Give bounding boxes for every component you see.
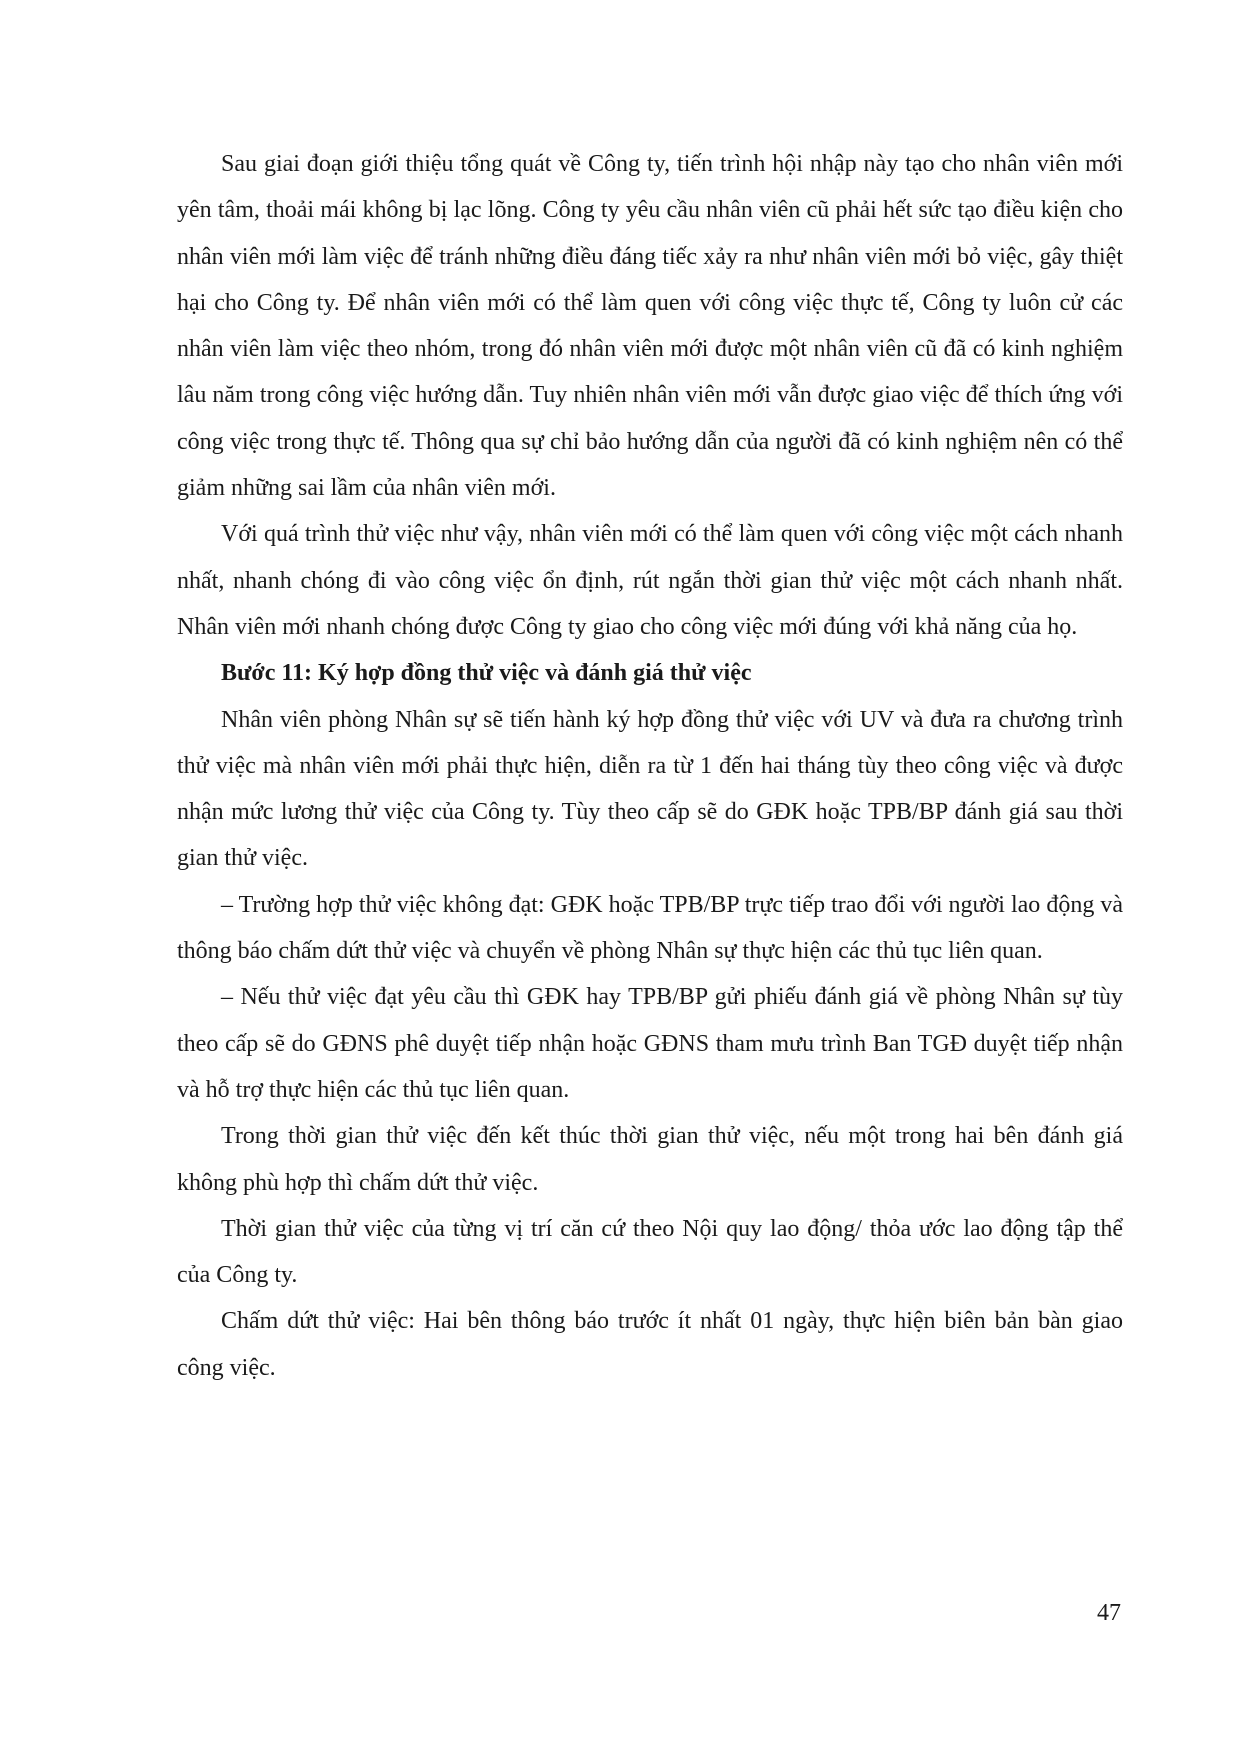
paragraph-probation-duration: Thời gian thử việc của từng vị trí căn cứ theo Nội quy lao động/ thỏa ước lao động tập thể của Công ty.	[177, 1215, 1123, 1289]
paragraph-onboarding: Sau giai đoạn giới thiệu tổng quát về Công ty, tiến trình hội nhập này tạo cho nhân viên mới yên tâm, thoải mái không bị lạc lõng. Công ty yêu cầu nhân viên cũ phải hết sức tạo điều kiện cho nhân viên mới làm việc để tránh những điều đáng tiếc xảy ra như nhân viên mới bỏ việc, gây thiệt hại cho Công ty. Để nhân viên mới có thể làm quen với công việc thực tế, Công ty luôn cử các nhân viên làm việc theo nhóm, trong đó nhân viên mới được một nhân viên cũ đã có kinh nghiệm lâu năm trong công việc hướng dẫn. Tuy nhiên nhân viên mới vẫn được giao việc để thích ứng với công việc trong thực tế. Thông qua sự chỉ bảo hướng dẫn của người đã có kinh nghiệm nên có thể giảm những sai lầm của nhân viên mới.	[177, 151, 1123, 502]
paragraph-probation-failed: – Trường hợp thử việc không đạt: GĐK hoặc TPB/BP trực tiếp trao đổi với người lao động và thông báo chấm dứt thử việc và chuyển về phòng Nhân sự thực hiện các thủ tục liên quan.	[177, 891, 1123, 965]
page-number: 47	[1097, 1600, 1121, 1626]
paragraph-contract-signing: Nhân viên phòng Nhân sự sẽ tiến hành ký hợp đồng thử việc với UV và đưa ra chương trình thử việc mà nhân viên mới phải thực hiện, diễn ra từ 1 đến hai tháng tùy theo công việc và được nhận mức lương thử việc của Công ty. Tùy theo cấp sẽ do GĐK hoặc TPB/BP đánh giá sau thời gian thử việc.	[177, 706, 1123, 872]
paragraph-probation-process: Với quá trình thử việc như vậy, nhân viên mới có thể làm quen với công việc một cách nhanh nhất, nhanh chóng đi vào công việc ổn định, rút ngắn thời gian thử việc một cách nhanh nhất. Nhân viên mới nhanh chóng được Công ty giao cho công việc mới đúng với khả năng của họ.	[177, 521, 1123, 640]
paragraph-probation-termination-notice: Chấm dứt thử việc: Hai bên thông báo trước ít nhất 01 ngày, thực hiện biên bản bàn giao công việc.	[177, 1308, 1123, 1381]
paragraph-termination-during-probation: Trong thời gian thử việc đến kết thúc thời gian thử việc, nếu một trong hai bên đánh giá không phù hợp thì chấm dứt thử việc.	[177, 1123, 1123, 1196]
document-body	[177, 141, 1123, 1391]
paragraph-probation-passed: – Nếu thử việc đạt yêu cầu thì GĐK hay TPB/BP gửi phiếu đánh giá về phòng Nhân sự tùy theo cấp sẽ do GĐNS phê duyệt tiếp nhận hoặc GĐNS tham mưu trình Ban TGĐ duyệt tiếp nhận và hỗ trợ thực hiện các thủ tục liên quan.	[177, 984, 1123, 1103]
section-heading-step-11: Bước 11: Ký hợp đồng thử việc và đánh giá thử việc	[221, 660, 752, 687]
